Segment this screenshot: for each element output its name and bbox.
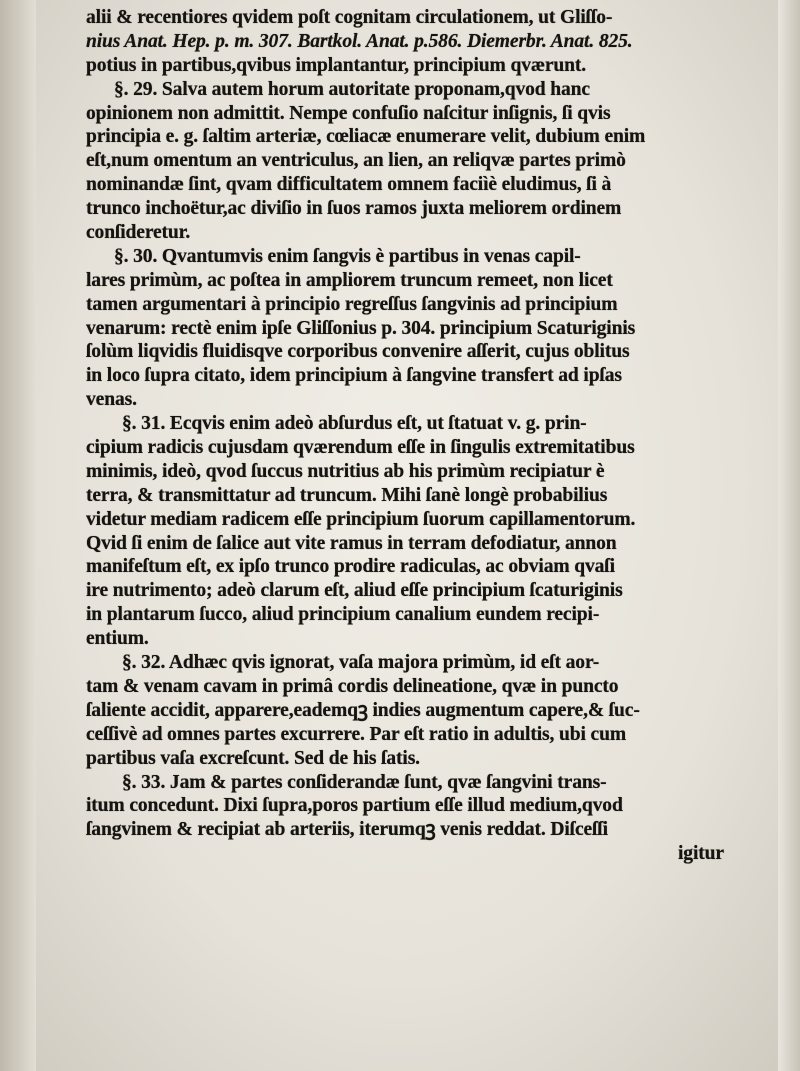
text-line: tam & venam cavam in primâ cordis delineatione, qvæ in puncto [86,675,619,697]
text-line: in loco ſupra citato, idem principium à ſangvine transfert ad ipſas [86,365,622,387]
text-line: ſaliente accidit, apparere,eademqꝫ indies augmentum capere,& ſuc- [86,699,640,721]
paragraph-32-start: §. 32. Adhæc qvis ignorat, vaſa majora primùm, id eſt aor- [122,652,600,674]
text-line: principia e. g. ſaltim arteriæ, cœliacæ enumerare velit, dubium enim [86,126,646,148]
text-line: potius in partibus,qvibus implantantur, principium qværunt. [86,54,587,76]
paragraph-31-start: §. 31. Ecqvis enim adeò abſurdus eſt, ut ſtatuat v. g. prin- [122,413,587,435]
text-line: conſideretur. [86,222,191,244]
text-line: itum concedunt. Dixi ſupra,poros partium eſſe illud medium,qvod [86,795,623,817]
text-line: cipium radicis cujusdam qværendum eſſe in ſingulis extremitatibus [86,437,635,459]
text-line: ſangvinem & recipiat ab arteriis, iterumqꝫ venis reddat. Diſceſſi [86,819,608,841]
catchword: igitur [678,843,724,865]
text-line: Qvid ſi enim de ſalice aut vite ramus in terram defodiatur, annon [86,532,617,554]
text-line: trunco inchoëtur,ac diviſio in ſuos ramos juxta meliorem ordinem [86,198,622,220]
text-line: nominandæ ſint, qvam difficultatem omnem faciìè eludimus, ſi à [86,174,612,196]
text-line: partibus vaſa excreſcunt. Sed de his ſatis. [86,747,420,769]
text-line: entium. [86,628,149,650]
paragraph-30-start: §. 30. Qvantumvis enim ſangvis è partibus in venas capil- [114,245,581,267]
text-line: opinionem non admittit. Nempe confuſio naſcitur inſignis, ſi qvis [86,102,611,124]
text-line: venas. [86,389,137,411]
text-line: alii & recentiores qvidem poſt cognitam circulationem, ut Gliſſo- [86,7,613,28]
text-line: eſt,num omentum an ventriculus, an lien, an reliqvæ partes primò [86,150,626,172]
body-text [86,6,786,866]
text-line: terra, & transmittatur ad truncum. Mihi ſanè longè probabilius [86,484,608,506]
text-line: minimis, ideò, qvod ſuccus nutritius ab his primùm recipiatur è [86,460,605,482]
text-line: in plantarum ſucco, aliud principium canalium eundem recipi- [86,604,600,626]
page-gutter-shadow [0,0,36,1071]
paragraph-33-start: §. 33. Jam & partes conſiderandæ ſunt, qvæ ſangvini trans- [122,771,607,793]
text-line: ceſſivè ad omnes partes excurrere. Par eſt ratio in adultis, ubi cum [86,723,626,745]
text-line: lares primùm, ac poſtea in ampliorem truncum remeet, non licet [86,269,613,291]
text-line: nius Anat. Hep. p. m. 307. Bartkol. Anat. p.586. Diemerbr. Anat. 825. [86,30,633,52]
text-line: manifeſtum eſt, ex ipſo trunco prodire radiculas, ac obviam qvaſi [86,556,615,578]
paragraph-29-start: §. 29. Salva autem horum autoritate proponam,qvod hanc [114,78,590,100]
text-line: ſolùm liqvidis fluidisqve corporibus convenire aſſerit, cujus oblitus [86,341,630,363]
text-line: ire nutrimento; adeò clarum eſt, aliud eſſe principium ſcaturiginis [86,580,623,602]
text-line: videtur mediam radicem eſſe principium ſuorum capillamentorum. [86,508,636,530]
text-line: venarum: rectè enim ipſe Gliſſonius p. 304. principium Scaturiginis [86,317,636,339]
text-line: tamen argumentari à principio regreſſus ſangvinis ad principium [86,293,618,315]
